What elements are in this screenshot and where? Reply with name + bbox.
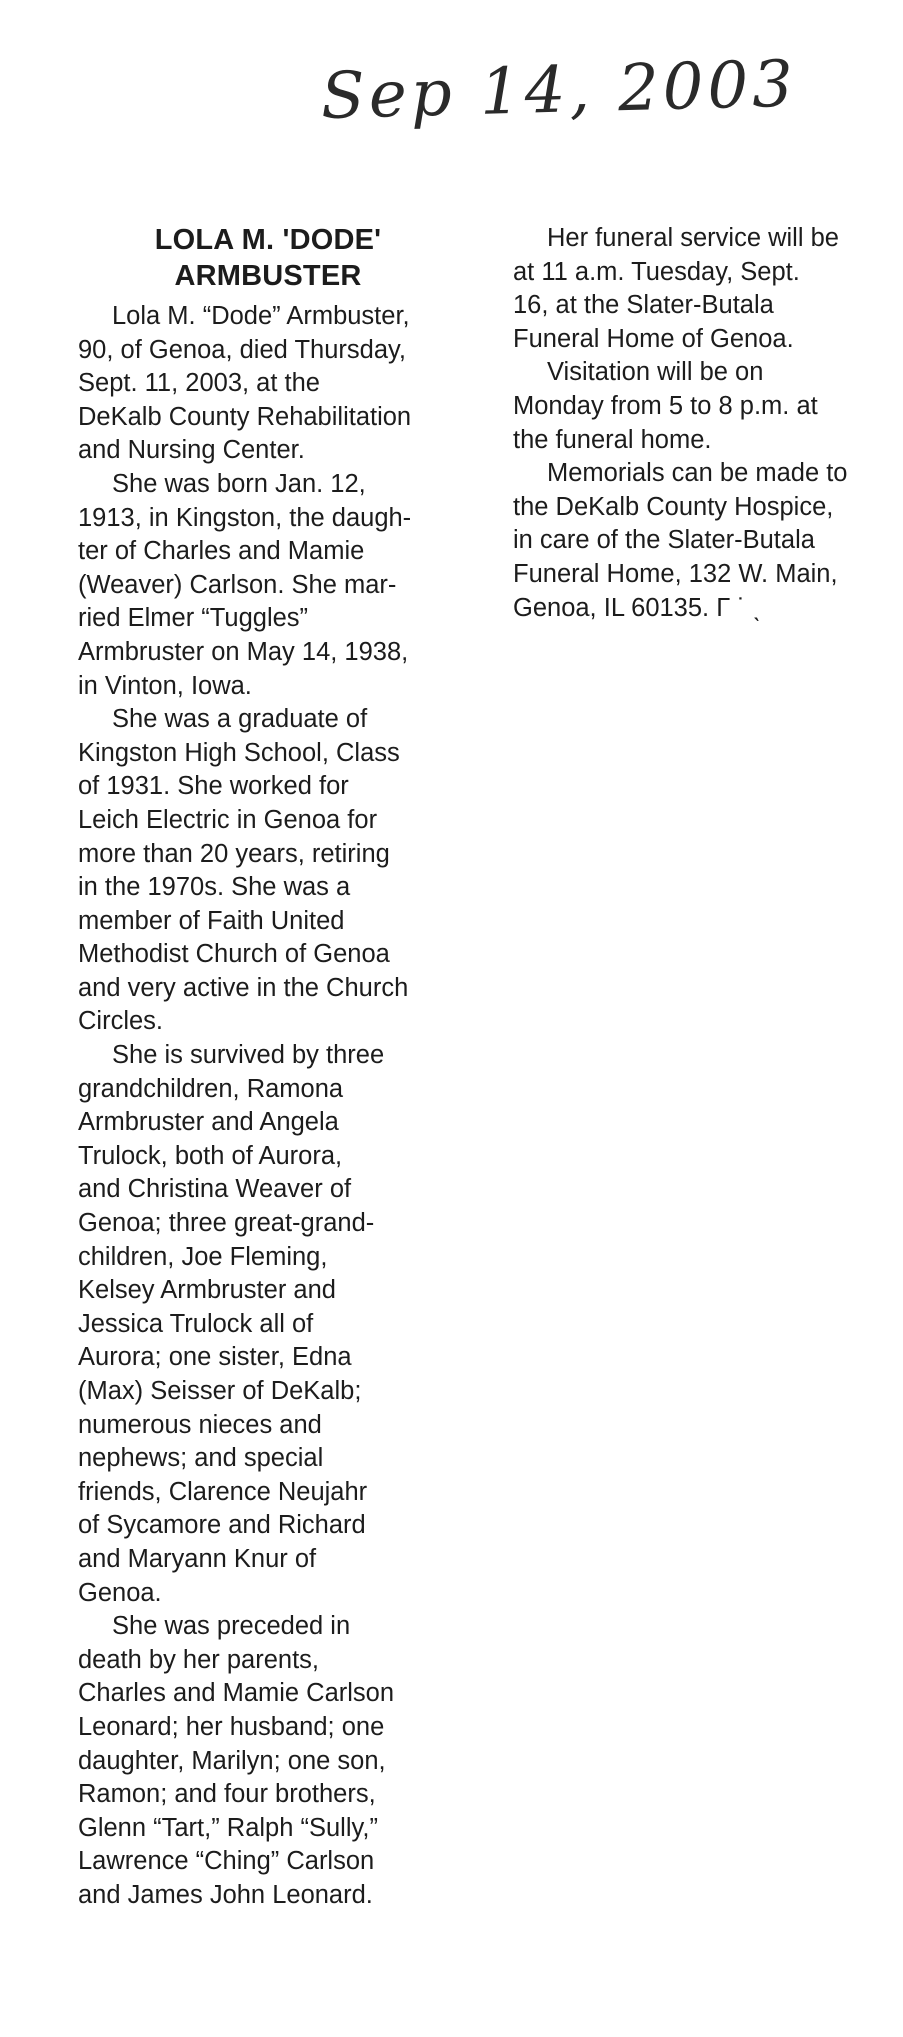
text-line: Charles and Mamie Carlson xyxy=(78,1679,395,1708)
text-line: of Sycamore and Richard xyxy=(78,1511,366,1540)
text-line: grandchildren, Ramona xyxy=(78,1074,344,1103)
obituary-body-right xyxy=(513,222,898,625)
text-line: and Nursing Center. xyxy=(78,436,305,465)
text-line: and Maryann Knur of xyxy=(78,1544,317,1573)
text-line: She was a graduate of xyxy=(112,705,368,734)
text-line: Aurora; one sister, Edna xyxy=(78,1343,352,1372)
text-line: 16, at the Slater-Butala xyxy=(513,291,774,320)
text-line: ried Elmer “Tuggles” xyxy=(78,604,309,633)
text-line: She was preceded in xyxy=(112,1612,351,1641)
text-line: Funeral Home of Genoa. xyxy=(513,324,794,353)
text-line: in care of the Slater-Butala xyxy=(513,526,815,555)
text-line: She is survived by three xyxy=(112,1041,385,1070)
text-line: and Christina Weaver of xyxy=(78,1175,352,1204)
text-line: Leonard; her husband; one xyxy=(78,1712,385,1741)
text-line: Kelsey Armbruster and xyxy=(78,1276,336,1305)
obituary-body-left xyxy=(78,300,458,1913)
text-line: death by her parents, xyxy=(78,1645,319,1674)
text-line: of 1931. She worked for xyxy=(78,772,349,801)
text-line: Armbruster on May 14, 1938, xyxy=(78,637,409,666)
text-line: and James John Leonard. xyxy=(78,1880,373,1909)
text-line: the DeKalb County Hospice, xyxy=(513,492,834,521)
text-line: ter of Charles and Mamie xyxy=(78,537,365,566)
text-line: She was born Jan. 12, xyxy=(112,469,366,498)
text-line: the funeral home. xyxy=(513,425,712,454)
text-line: Leich Electric in Genoa for xyxy=(78,805,378,834)
text-line: Monday from 5 to 8 p.m. at xyxy=(513,391,818,420)
text-line: member of Faith United xyxy=(78,906,345,935)
text-line: nephews; and special xyxy=(78,1444,324,1473)
obituary-right-column xyxy=(513,222,898,625)
text-line: friends, Clarence Neujahr xyxy=(78,1477,368,1506)
text-line: daughter, Marilyn; one son, xyxy=(78,1746,386,1775)
text-line: Glenn “Tart,” Ralph “Sully,” xyxy=(78,1813,378,1842)
text-line: Her funeral service will be xyxy=(547,224,839,252)
text-line: 90, of Genoa, died Thursday, xyxy=(78,335,406,364)
text-line: numerous nieces and xyxy=(78,1410,322,1439)
text-line: Visitation will be on xyxy=(547,358,764,387)
text-line: Sept. 11, 2003, at the xyxy=(78,369,320,398)
text-line: 1913, in Kingston, the daugh- xyxy=(78,503,412,532)
text-line: (Max) Seisser of DeKalb; xyxy=(78,1377,362,1405)
text-line: Kingston High School, Class xyxy=(78,738,400,767)
obituary-headline xyxy=(78,222,458,294)
text-line: Trulock, both of Aurora, xyxy=(78,1141,343,1170)
text-line: Circles. xyxy=(78,1007,164,1036)
text-line: Methodist Church of Genoa xyxy=(78,940,390,969)
text-line: Memorials can be made to xyxy=(547,459,848,488)
text-line: Armbruster and Angela xyxy=(78,1108,339,1137)
text-line: Genoa; three great-grand- xyxy=(78,1209,375,1238)
text-line: DeKalb County Rehabilitation xyxy=(78,402,412,431)
text-line: and very active in the Church xyxy=(78,973,409,1002)
text-line: children, Joe Fleming, xyxy=(78,1242,328,1271)
text-line: Genoa, IL 60135. Γ ˙ ˎ xyxy=(513,593,762,622)
text-line: Lawrence “Ching” Carlson xyxy=(78,1847,375,1876)
headline-line: LOLA M. 'DODE' xyxy=(154,224,382,256)
text-line: Genoa. xyxy=(78,1578,162,1607)
handwritten-date: Sep 14, 2003 xyxy=(320,47,798,134)
headline-line: ARMBUSTER xyxy=(174,260,362,292)
obituary-left-column xyxy=(78,222,458,1913)
text-line: Lola M. “Dode” Armbuster, xyxy=(112,302,410,330)
text-line: more than 20 years, retiring xyxy=(78,839,390,868)
text-line: Ramon; and four brothers, xyxy=(78,1780,376,1809)
text-line: in Vinton, Iowa. xyxy=(78,671,252,700)
text-line: Funeral Home, 132 W. Main, xyxy=(513,559,838,588)
text-line: (Weaver) Carlson. She mar- xyxy=(78,570,397,599)
text-line: at 11 a.m. Tuesday, Sept. xyxy=(513,257,800,286)
text-line: in the 1970s. She was a xyxy=(78,873,351,902)
text-line: Jessica Trulock all of xyxy=(78,1309,314,1338)
